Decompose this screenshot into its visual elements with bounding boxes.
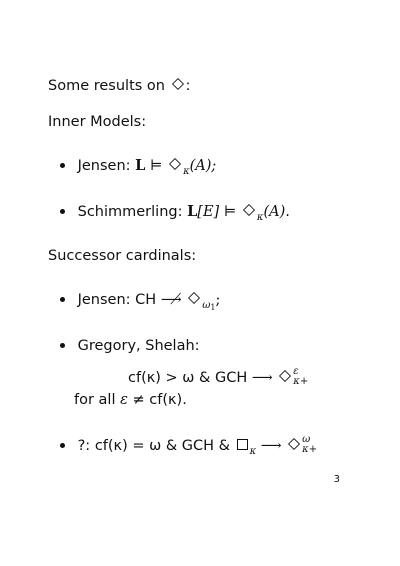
schimmerling-L: L (187, 203, 198, 220)
diamond-icon (243, 204, 255, 216)
bullet-gregory (60, 338, 200, 354)
question-arrow: ⟶ (260, 438, 282, 454)
schimmerling-name: Schimmerling: (77, 204, 183, 220)
jensen-A: (A); (189, 158, 217, 174)
intro-colon: : (185, 78, 191, 94)
for-all-text: for all (74, 392, 116, 408)
bullet-dot-icon (60, 297, 65, 302)
gregory-arrow: ⟶ (251, 370, 273, 386)
gregory-sub: κ+ (293, 376, 309, 387)
question-formula: cf(κ) = ω & GCH & (94, 438, 230, 454)
for-all-line (74, 392, 187, 408)
intro-line (48, 78, 190, 94)
diamond-icon (279, 370, 291, 382)
gregory-formula: cf(κ) > ω & GCH (128, 370, 248, 386)
schimmerling-kappa: κ (256, 212, 264, 223)
jensen-kappa: κ (183, 166, 190, 177)
bullet-jensen-ch (60, 292, 221, 312)
question-sup: ω (302, 434, 311, 445)
diamond-icon (188, 292, 200, 304)
jensen2-one: 1 (210, 303, 216, 312)
schimmerling-E: [E] (197, 204, 220, 220)
diamond-icon (172, 78, 184, 90)
epsilon-symbol: ε (120, 392, 128, 408)
jensen-name: Jensen: (77, 158, 131, 174)
jensen2-semicolon: ; (215, 292, 221, 308)
bullet-dot-icon (60, 209, 65, 214)
page-number: 3 (333, 474, 340, 485)
jensen-L: L (135, 157, 146, 174)
jensen2-omega: ω (202, 300, 211, 311)
for-all-rest: ≠ cf(κ). (132, 392, 187, 408)
square-icon (237, 439, 248, 450)
question-box-sub: κ (249, 446, 257, 457)
successor-heading: Successor cardinals: (48, 248, 197, 264)
gregory-supsub (293, 367, 308, 387)
bullet-jensen (60, 157, 217, 177)
jensen2-ch: CH (135, 292, 157, 308)
inner-models-heading: Inner Models: (48, 114, 147, 130)
jensen-models: ⊨ (149, 158, 163, 174)
bullet-dot-icon (60, 443, 65, 448)
bullet-dot-icon (60, 343, 65, 348)
jensen2-name: Jensen: (77, 292, 131, 308)
question-name: ?: (77, 438, 91, 454)
bullet-question (60, 436, 317, 456)
diamond-icon (288, 438, 300, 450)
schimmerling-models: ⊨ (223, 204, 237, 220)
question-supsub (302, 435, 317, 455)
jensen2-arrow: ⟶̸ (160, 292, 182, 308)
bullet-dot-icon (60, 163, 65, 168)
question-sub: κ+ (302, 444, 318, 455)
gregory-sup: ε (293, 366, 299, 377)
intro-text: Some results on (48, 78, 165, 94)
schimmerling-A: (A). (263, 204, 290, 220)
gregory-formula-line (128, 368, 308, 388)
diamond-icon (169, 158, 181, 170)
gregory-name: Gregory, Shelah: (77, 338, 200, 354)
bullet-schimmerling (60, 203, 290, 223)
